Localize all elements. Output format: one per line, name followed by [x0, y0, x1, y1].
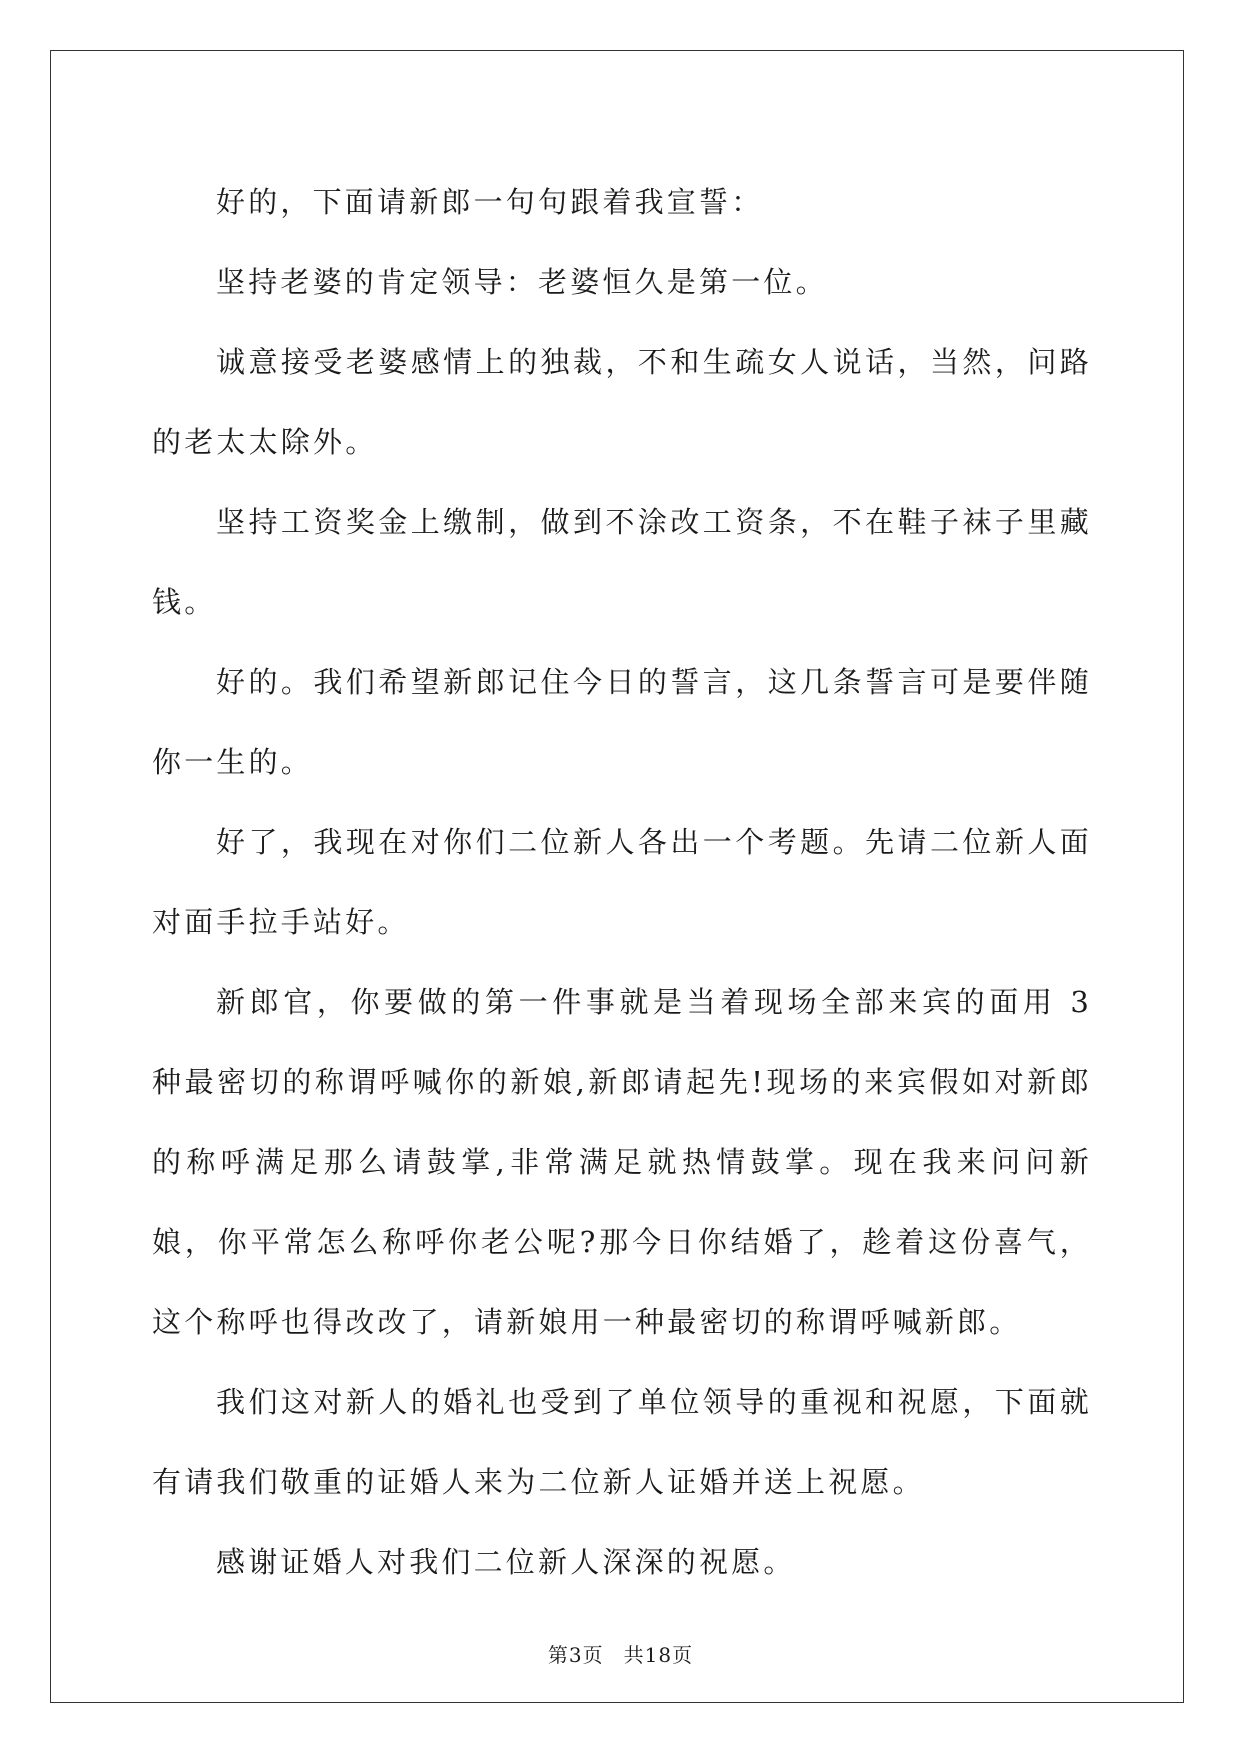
document-body	[152, 162, 1092, 1602]
current-page-number: 第3页	[547, 1643, 604, 1667]
total-pages: 共18页	[623, 1643, 694, 1667]
paragraph: 坚持工资奖金上缴制，做到不涂改工资条，不在鞋子袜子里藏钱。	[152, 505, 1092, 619]
paragraph: 新郎官，你要做的第一件事就是当着现场全部来宾的面用 3 种最密切的称谓呼喊你的新娘,新郎请起先!现场的来宾假如对新郎的称呼满足那么请鼓掌,非常满足就热情鼓掌。现在我来问问新娘，你平常怎么称呼你老公呢?那今日你结婚了，趁着这份喜气，这个称呼也得改改了，请新娘用一种最密切的称谓呼喊新郎。	[152, 985, 1092, 1339]
paragraph: 我们这对新人的婚礼也受到了单位领导的重视和祝愿，下面就有请我们敬重的证婚人来为二位新人证婚并送上祝愿。	[152, 1385, 1092, 1499]
paragraph: 好了，我现在对你们二位新人各出一个考题。先请二位新人面对面手拉手站好。	[152, 825, 1092, 939]
paragraph: 好的，下面请新郎一句句跟着我宣誓：	[216, 185, 764, 219]
paragraph: 诚意接受老婆感情上的独裁，不和生疏女人说话，当然，问路的老太太除外。	[152, 345, 1092, 459]
paragraph: 坚持老婆的肯定领导：老婆恒久是第一位。	[216, 265, 828, 299]
paragraph: 感谢证婚人对我们二位新人深深的祝愿。	[216, 1545, 796, 1579]
paragraph: 好的。我们希望新郎记住今日的誓言，这几条誓言可是要伴随你一生的。	[152, 665, 1092, 779]
page-footer	[0, 1639, 1241, 1668]
